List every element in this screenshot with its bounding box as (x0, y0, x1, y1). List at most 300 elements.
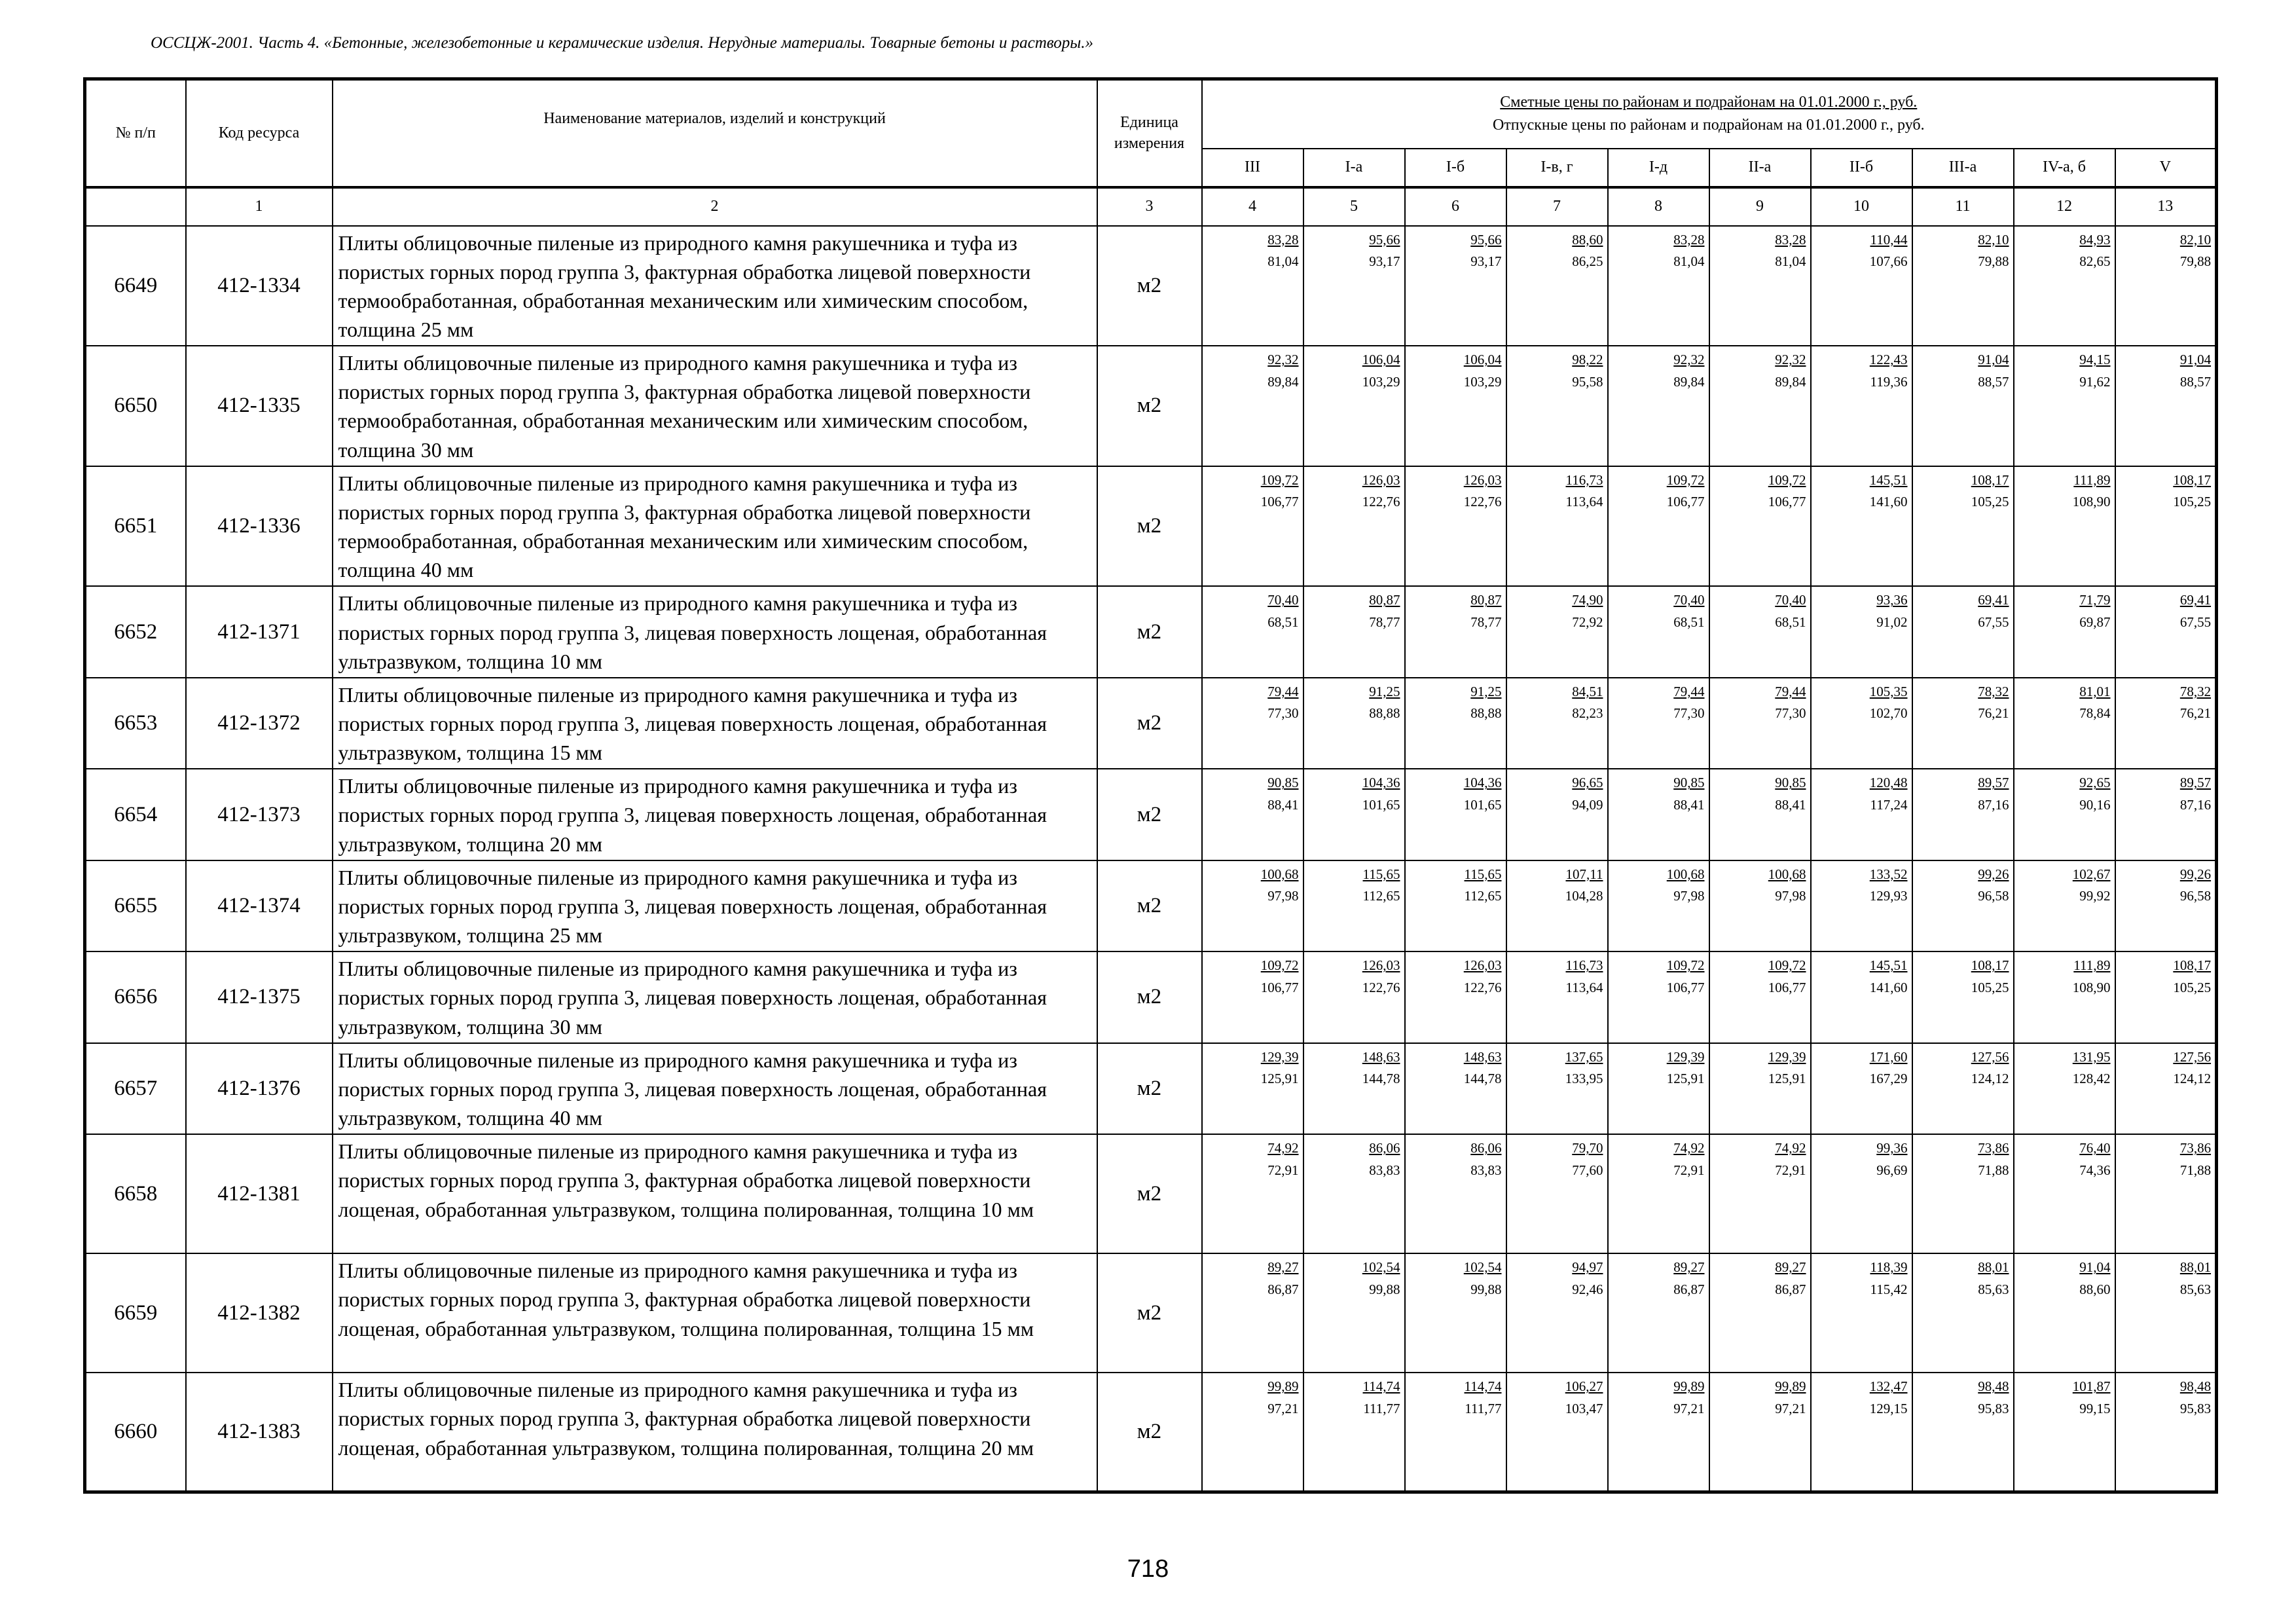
wholesale-price: 97,98 (1775, 888, 1806, 904)
resource-code: 412-1376 (186, 1043, 333, 1134)
price-cell (1709, 1043, 1811, 1134)
estimated-price: 129,39 (1666, 1048, 1705, 1065)
price-cell (1202, 860, 1303, 951)
estimated-price: 86,06 (1369, 1140, 1400, 1156)
row-number: 6654 (85, 769, 186, 860)
estimated-price: 88,60 (1572, 231, 1603, 248)
column-number: 3 (1097, 187, 1202, 226)
estimated-price: 93,36 (1876, 592, 1908, 608)
wholesale-price: 103,29 (1463, 373, 1502, 390)
wholesale-price: 72,91 (1775, 1162, 1806, 1178)
wholesale-price: 108,90 (2072, 979, 2111, 995)
column-number: 4 (1202, 187, 1303, 226)
estimated-price: 89,27 (1775, 1259, 1806, 1276)
price-cell (1303, 346, 1405, 466)
estimated-price: 79,44 (1267, 683, 1299, 699)
estimated-price: 104,36 (1463, 775, 1502, 791)
price-cell (2115, 586, 2217, 677)
price-cell (2014, 1373, 2115, 1492)
estimated-price: 80,87 (1470, 592, 1502, 608)
row-number: 6653 (85, 678, 186, 769)
price-cell (2115, 1253, 2217, 1373)
price-cell (2014, 226, 2115, 346)
estimated-price: 99,26 (2179, 866, 2212, 882)
unit-of-measure: м2 (1097, 1134, 1202, 1253)
row-number: 6659 (85, 1253, 186, 1373)
estimated-price: 84,51 (1572, 683, 1603, 699)
wholesale-price: 106,77 (1768, 979, 1806, 995)
unit-of-measure: м2 (1097, 860, 1202, 951)
material-description: Плиты облицовочные пиленые из природного камня ракушечника и туфа из пористых горных пород группа 3, фактурная обработка лицевой поверхности термообработанная, обработанная механическим или химическим способом, толщина 40 мм (333, 466, 1097, 587)
estimated-price: 84,93 (2079, 231, 2111, 248)
table-row (85, 1043, 2217, 1134)
price-cell (1912, 1134, 2014, 1253)
wholesale-price: 81,04 (1775, 253, 1806, 270)
price-cell (1608, 586, 1709, 677)
price-cell (1912, 1043, 2014, 1134)
wholesale-price: 77,30 (1775, 705, 1806, 722)
wholesale-price: 77,60 (1572, 1162, 1603, 1178)
price-cell (1709, 1253, 1811, 1373)
wholesale-price: 95,83 (2179, 1400, 2212, 1416)
price-cell (1405, 346, 1506, 466)
estimated-price: 99,89 (1673, 1378, 1705, 1395)
price-cell (1608, 1043, 1709, 1134)
estimated-price: 171,60 (1869, 1048, 1908, 1065)
price-cell (1912, 226, 2014, 346)
wholesale-price: 67,55 (1978, 614, 2009, 630)
estimated-price: 102,54 (1362, 1259, 1400, 1276)
estimated-price: 100,68 (1768, 866, 1806, 882)
wholesale-price: 97,98 (1673, 888, 1705, 904)
estimated-price: 99,89 (1775, 1378, 1806, 1395)
column-number (85, 187, 186, 226)
material-description: Плиты облицовочные пиленые из природного камня ракушечника и туфа из пористых горных пород группа 3, лицевая поверхность лощеная, обработанная ультразвуком, толщина 10 мм (333, 586, 1097, 677)
column-number: 7 (1506, 187, 1608, 226)
estimated-price: 126,03 (1463, 471, 1502, 488)
estimated-price: 120,48 (1869, 775, 1908, 791)
resource-code: 412-1373 (186, 769, 333, 860)
estimated-price: 110,44 (1870, 231, 1908, 248)
price-cell (1303, 678, 1405, 769)
estimated-price: 88,01 (2179, 1259, 2212, 1276)
wholesale-price: 71,88 (2179, 1162, 2212, 1178)
wholesale-price: 103,29 (1362, 373, 1400, 390)
resource-code: 412-1381 (186, 1134, 333, 1253)
material-description: Плиты облицовочные пиленые из природного камня ракушечника и туфа из пористых горных пород группа 3, фактурная обработка лицевой поверхности лощеная, обработанная ультразвуком, толщина полированная, толщина 15 мм (333, 1253, 1097, 1373)
column-number: 6 (1405, 187, 1506, 226)
wholesale-price: 113,64 (1565, 494, 1603, 510)
price-cell (1303, 769, 1405, 860)
wholesale-price: 101,65 (1463, 796, 1502, 813)
wholesale-price: 83,83 (1470, 1162, 1502, 1178)
wholesale-price: 88,88 (1369, 705, 1400, 722)
wholesale-price: 86,87 (1673, 1281, 1705, 1297)
region-header: I-а (1303, 149, 1405, 187)
price-cell (1506, 1043, 1608, 1134)
price-cell (1506, 769, 1608, 860)
price-cell (2115, 678, 2217, 769)
wholesale-price: 87,16 (1978, 796, 2009, 813)
wholesale-price: 88,57 (2179, 373, 2212, 390)
estimated-price: 82,10 (2179, 231, 2212, 248)
wholesale-price: 79,88 (1978, 253, 2009, 270)
estimated-price: 100,68 (1666, 866, 1705, 882)
wholesale-price: 74,36 (2079, 1162, 2111, 1178)
wholesale-price: 111,77 (1465, 1400, 1502, 1416)
price-cell (1405, 1253, 1506, 1373)
price-cell (1405, 466, 1506, 587)
estimated-price: 115,65 (1464, 866, 1502, 882)
price-cell (2115, 1134, 2217, 1253)
wholesale-price: 125,91 (1666, 1071, 1705, 1087)
estimated-price: 70,40 (1267, 592, 1299, 608)
wholesale-price: 119,36 (1870, 373, 1908, 390)
estimated-price: 108,17 (1971, 471, 2009, 488)
estimated-price: 106,27 (1565, 1378, 1603, 1395)
estimated-price: 145,51 (1869, 957, 1908, 974)
estimated-price: 82,10 (1978, 231, 2009, 248)
price-cell (1303, 466, 1405, 587)
resource-code: 412-1335 (186, 346, 333, 466)
price-cell (2115, 346, 2217, 466)
wholesale-price: 72,91 (1673, 1162, 1705, 1178)
wholesale-price: 85,63 (1978, 1281, 2009, 1297)
wholesale-price: 129,15 (1869, 1400, 1908, 1416)
table-row (85, 678, 2217, 769)
wholesale-price: 106,77 (1260, 979, 1299, 995)
wholesale-price: 90,16 (2079, 796, 2111, 813)
estimated-price: 109,72 (1260, 957, 1299, 974)
wholesale-price: 89,84 (1775, 373, 1806, 390)
price-cell (1202, 586, 1303, 677)
wholesale-price: 104,28 (1565, 888, 1603, 904)
price-title-wholesale: Отпускные цены по районам и подрайонам на 01.01.2000 г., руб. (1492, 117, 1925, 134)
table-row (85, 769, 2217, 860)
price-cell (1202, 951, 1303, 1043)
price-cell (2014, 466, 2115, 587)
wholesale-price: 97,98 (1267, 888, 1299, 904)
price-cell (1709, 1373, 1811, 1492)
estimated-price: 129,39 (1768, 1048, 1806, 1065)
column-number: 12 (2014, 187, 2115, 226)
wholesale-price: 103,47 (1565, 1400, 1603, 1416)
resource-code: 412-1383 (186, 1373, 333, 1492)
price-cell (1608, 769, 1709, 860)
estimated-price: 79,70 (1572, 1140, 1603, 1156)
estimated-price: 115,65 (1362, 866, 1400, 882)
table-row (85, 586, 2217, 677)
price-cell (1202, 1043, 1303, 1134)
price-cell (1303, 1253, 1405, 1373)
table-row (85, 1373, 2217, 1492)
wholesale-price: 112,65 (1464, 888, 1502, 904)
estimated-price: 96,65 (1572, 775, 1603, 791)
estimated-price: 95,66 (1369, 231, 1400, 248)
estimated-price: 69,41 (2179, 592, 2212, 608)
price-cell (1608, 226, 1709, 346)
price-cell (1709, 226, 1811, 346)
wholesale-price: 91,02 (1876, 614, 1908, 630)
price-cell (1811, 769, 1912, 860)
estimated-price: 133,52 (1869, 866, 1908, 882)
wholesale-price: 77,30 (1673, 705, 1705, 722)
price-cell (1405, 860, 1506, 951)
col-header-name: Наименование материалов, изделий и конструкций (333, 79, 1097, 187)
price-cell (1811, 586, 1912, 677)
column-number: 10 (1811, 187, 1912, 226)
unit-of-measure: м2 (1097, 769, 1202, 860)
row-number: 6660 (85, 1373, 186, 1492)
price-cell (1506, 1134, 1608, 1253)
price-cell (1608, 678, 1709, 769)
price-cell (1506, 1373, 1608, 1492)
material-description: Плиты облицовочные пиленые из природного камня ракушечника и туфа из пористых горных пород группа 3, лицевая поверхность лощеная, обработанная ультразвуком, толщина 15 мм (333, 678, 1097, 769)
price-cell (1405, 678, 1506, 769)
column-number: 8 (1608, 187, 1709, 226)
wholesale-price: 95,58 (1572, 373, 1603, 390)
price-cell (1811, 1134, 1912, 1253)
material-description: Плиты облицовочные пиленые из природного камня ракушечника и туфа из пористых горных пород группа 3, фактурная обработка лицевой поверхности лощеная, обработанная ультразвуком, толщина полированная, толщина 20 мм (333, 1373, 1097, 1492)
price-cell (1811, 1373, 1912, 1492)
region-header: IV-а, б (2014, 149, 2115, 187)
price-cell (1303, 1373, 1405, 1492)
material-description: Плиты облицовочные пиленые из природного камня ракушечника и туфа из пористых горных пород группа 3, лицевая поверхность лощеная, обработанная ультразвуком, толщина 30 мм (333, 951, 1097, 1043)
price-cell (1405, 951, 1506, 1043)
estimated-price: 132,47 (1869, 1378, 1908, 1395)
estimated-price: 148,63 (1463, 1048, 1502, 1065)
estimated-price: 74,92 (1673, 1140, 1705, 1156)
estimated-price: 89,57 (1978, 775, 2009, 791)
estimated-price: 129,39 (1260, 1048, 1299, 1065)
wholesale-price: 86,87 (1267, 1281, 1299, 1297)
column-number: 5 (1303, 187, 1405, 226)
unit-of-measure: м2 (1097, 586, 1202, 677)
document-header: ОССЦЖ-2001. Часть 4. «Бетонные, железобетонные и керамические изделия. Нерудные материалы. Товарные бетоны и растворы.» (151, 34, 1093, 52)
price-cell (2115, 1373, 2217, 1492)
column-number: 11 (1912, 187, 2014, 226)
estimated-price: 71,79 (2079, 592, 2111, 608)
estimated-price: 74,90 (1572, 592, 1603, 608)
price-cell (1912, 466, 2014, 587)
price-cell (1709, 678, 1811, 769)
column-number: 13 (2115, 187, 2217, 226)
estimated-price: 91,04 (2179, 352, 2212, 368)
estimated-price: 137,65 (1565, 1048, 1603, 1065)
page-number: 718 (1127, 1555, 1169, 1583)
estimated-price: 145,51 (1869, 471, 1908, 488)
material-description: Плиты облицовочные пиленые из природного камня ракушечника и туфа из пористых горных пород группа 3, фактурная обработка лицевой поверхности термообработанная, обработанная механическим или химическим способом, толщина 30 мм (333, 346, 1097, 466)
row-number: 6656 (85, 951, 186, 1043)
price-cell (1811, 1043, 1912, 1134)
row-number: 6649 (85, 226, 186, 346)
price-cell (1303, 951, 1405, 1043)
wholesale-price: 77,30 (1267, 705, 1299, 722)
wholesale-price: 106,77 (1768, 494, 1806, 510)
resource-code: 412-1371 (186, 586, 333, 677)
wholesale-price: 91,62 (2079, 373, 2111, 390)
price-cell (2014, 586, 2115, 677)
wholesale-price: 69,87 (2079, 614, 2111, 630)
price-cell (1202, 346, 1303, 466)
wholesale-price: 86,87 (1775, 1281, 1806, 1297)
price-cell (1608, 1373, 1709, 1492)
resource-code: 412-1382 (186, 1253, 333, 1373)
material-description: Плиты облицовочные пиленые из природного камня ракушечника и туфа из пористых горных пород группа 3, фактурная обработка лицевой поверхности лощеная, обработанная ультразвуком, толщина полированная, толщина 10 мм (333, 1134, 1097, 1253)
estimated-price: 99,26 (1978, 866, 2009, 882)
region-header: I-д (1608, 149, 1709, 187)
wholesale-price: 117,24 (1870, 796, 1908, 813)
wholesale-price: 96,69 (1876, 1162, 1908, 1178)
price-cell (2014, 1043, 2115, 1134)
wholesale-price: 167,29 (1869, 1071, 1908, 1087)
wholesale-price: 88,57 (1978, 373, 2009, 390)
resource-code: 412-1334 (186, 226, 333, 346)
estimated-price: 98,48 (2179, 1378, 2212, 1395)
wholesale-price: 72,91 (1267, 1162, 1299, 1178)
wholesale-price: 76,21 (2179, 705, 2212, 722)
estimated-price: 73,86 (2179, 1140, 2212, 1156)
price-cell (1811, 346, 1912, 466)
estimated-price: 78,32 (2179, 683, 2212, 699)
row-number: 6657 (85, 1043, 186, 1134)
price-cell (1709, 346, 1811, 466)
price-cell (1709, 769, 1811, 860)
wholesale-price: 102,70 (1869, 705, 1908, 722)
wholesale-price: 106,77 (1666, 979, 1705, 995)
price-cell (1405, 1043, 1506, 1134)
estimated-price: 89,57 (2179, 775, 2212, 791)
estimated-price: 79,44 (1775, 683, 1806, 699)
estimated-price: 116,73 (1565, 471, 1603, 488)
price-cell (1608, 951, 1709, 1043)
price-cell (1303, 1134, 1405, 1253)
estimated-price: 83,28 (1267, 231, 1299, 248)
price-cell (1506, 678, 1608, 769)
price-cell (1608, 1253, 1709, 1373)
wholesale-price: 122,76 (1463, 979, 1502, 995)
wholesale-price: 82,65 (2079, 253, 2111, 270)
price-cell (1506, 346, 1608, 466)
estimated-price: 73,86 (1978, 1140, 2009, 1156)
estimated-price: 91,25 (1369, 683, 1400, 699)
estimated-price: 69,41 (1978, 592, 2009, 608)
material-description: Плиты облицовочные пиленые из природного камня ракушечника и туфа из пористых горных пород группа 3, лицевая поверхность лощеная, обработанная ультразвуком, толщина 40 мм (333, 1043, 1097, 1134)
estimated-price: 99,89 (1267, 1378, 1299, 1395)
estimated-price: 98,22 (1572, 352, 1603, 368)
price-cell (1608, 346, 1709, 466)
estimated-price: 106,04 (1362, 352, 1400, 368)
wholesale-price: 125,91 (1260, 1071, 1299, 1087)
estimated-price: 94,15 (2079, 352, 2111, 368)
material-description: Плиты облицовочные пиленые из природного камня ракушечника и туфа из пористых горных пород группа 3, лицевая поверхность лощеная, обработанная ультразвуком, толщина 25 мм (333, 860, 1097, 951)
estimated-price: 74,92 (1267, 1140, 1299, 1156)
price-cell (1608, 1134, 1709, 1253)
table-row (85, 1253, 2217, 1373)
estimated-price: 83,28 (1673, 231, 1705, 248)
wholesale-price: 81,04 (1673, 253, 1705, 270)
estimated-price: 90,85 (1673, 775, 1705, 791)
wholesale-price: 82,23 (1572, 705, 1603, 722)
price-cell (1303, 226, 1405, 346)
estimated-price: 90,85 (1267, 775, 1299, 791)
price-cell (1303, 1043, 1405, 1134)
price-cell (1303, 586, 1405, 677)
wholesale-price: 108,90 (2072, 494, 2111, 510)
estimated-price: 83,28 (1775, 231, 1806, 248)
wholesale-price: 99,88 (1369, 1281, 1400, 1297)
wholesale-price: 89,84 (1673, 373, 1705, 390)
wholesale-price: 105,25 (1971, 979, 2009, 995)
estimated-price: 126,03 (1362, 471, 1400, 488)
price-cell (1202, 1253, 1303, 1373)
unit-of-measure: м2 (1097, 226, 1202, 346)
estimated-price: 108,17 (2173, 471, 2212, 488)
region-header: V (2115, 149, 2217, 187)
estimated-price: 78,32 (1978, 683, 2009, 699)
estimated-price: 100,68 (1260, 866, 1299, 882)
row-number: 6655 (85, 860, 186, 951)
col-header-prices (1202, 79, 2217, 149)
price-cell (1608, 466, 1709, 587)
estimated-price: 102,67 (2072, 866, 2111, 882)
estimated-price: 99,36 (1876, 1140, 1908, 1156)
wholesale-price: 112,65 (1362, 888, 1400, 904)
wholesale-price: 96,58 (1978, 888, 2009, 904)
wholesale-price: 106,77 (1260, 494, 1299, 510)
price-cell (1709, 951, 1811, 1043)
estimated-price: 91,04 (2079, 1259, 2111, 1276)
wholesale-price: 89,84 (1267, 373, 1299, 390)
estimated-price: 109,72 (1768, 471, 1806, 488)
price-cell (1405, 1373, 1506, 1492)
material-description: Плиты облицовочные пиленые из природного камня ракушечника и туфа из пористых горных пород группа 3, фактурная обработка лицевой поверхности термообработанная, обработанная механическим или химическим способом, толщина 25 мм (333, 226, 1097, 346)
wholesale-price: 68,51 (1673, 614, 1705, 630)
price-cell (1202, 678, 1303, 769)
price-cell (1912, 586, 2014, 677)
price-cell (1202, 466, 1303, 587)
estimated-price: 106,04 (1463, 352, 1502, 368)
price-cell (1811, 466, 1912, 587)
estimated-price: 109,72 (1768, 957, 1806, 974)
estimated-price: 91,25 (1470, 683, 1502, 699)
price-cell (1912, 1373, 2014, 1492)
price-cell (1202, 226, 1303, 346)
price-cell (1608, 860, 1709, 951)
estimated-price: 102,54 (1463, 1259, 1502, 1276)
price-cell (2014, 1134, 2115, 1253)
column-number: 2 (333, 187, 1097, 226)
wholesale-price: 88,41 (1673, 796, 1705, 813)
estimated-price: 131,95 (2072, 1048, 2111, 1065)
estimated-price: 92,32 (1775, 352, 1806, 368)
wholesale-price: 83,83 (1369, 1162, 1400, 1178)
wholesale-price: 81,04 (1267, 253, 1299, 270)
resource-code: 412-1372 (186, 678, 333, 769)
wholesale-price: 129,93 (1869, 888, 1908, 904)
price-cell (1811, 860, 1912, 951)
estimated-price: 89,27 (1267, 1259, 1299, 1276)
price-cell (1709, 466, 1811, 587)
price-cell (2014, 346, 2115, 466)
wholesale-price: 94,09 (1572, 796, 1603, 813)
estimated-price: 148,63 (1362, 1048, 1400, 1065)
region-header: II-б (1811, 149, 1912, 187)
estimated-price: 104,36 (1362, 775, 1400, 791)
wholesale-price: 99,88 (1470, 1281, 1502, 1297)
wholesale-price: 93,17 (1470, 253, 1502, 270)
unit-of-measure: м2 (1097, 1253, 1202, 1373)
